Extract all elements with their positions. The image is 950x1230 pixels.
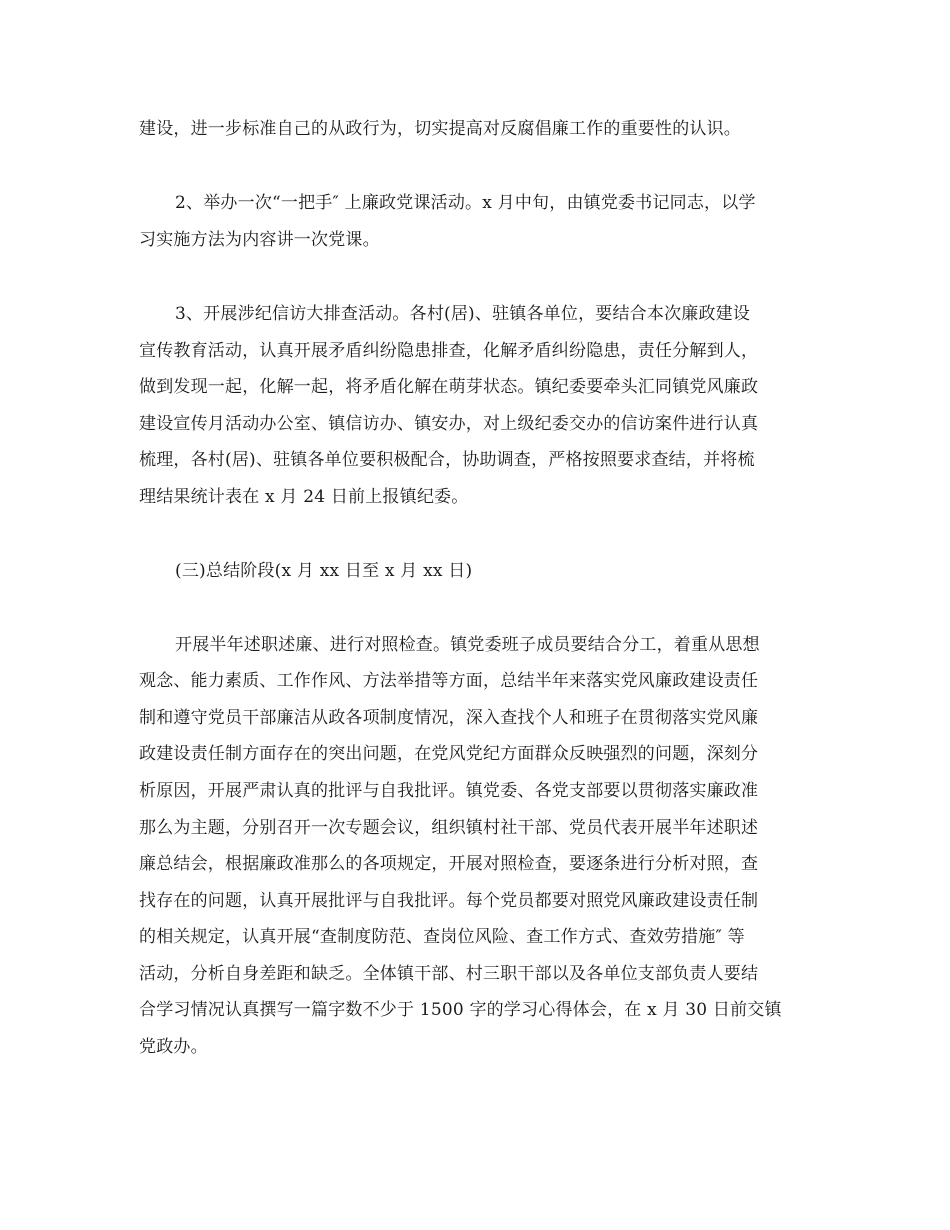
text-line: 那么为主题，分别召开一次专题会议，组织镇村社干部、党员代表开展半年述职述 bbox=[139, 818, 759, 838]
text-line: 宣传教育活动，认真开展矛盾纠纷隐患排查，化解矛盾纠纷隐患，责任分解到人， bbox=[139, 341, 759, 361]
text-line: 理结果统计表在 x 月 24 日前上报镇纪委。 bbox=[139, 487, 469, 507]
text-line: 建设宣传月活动办公室、镇信访办、镇安办，对上级纪委交办的信访案件进行认真 bbox=[139, 414, 759, 434]
text-line: 析原因，开展严肃认真的批评与自我批评。镇党委、各党支部要以贯彻落实廉政准 bbox=[139, 781, 759, 801]
text-line: 政建设责任制方面存在的突出问题，在党风党纪方面群众反映强烈的问题，深刻分 bbox=[139, 744, 759, 764]
text-line: 找存在的问题，认真开展批评与自我批评。每个党员都要对照党风廉政建设责任制 bbox=[139, 891, 759, 911]
text-line: 3、开展涉纪信访大排查活动。各村(居)、驻镇各单位，要结合本次廉政建设 bbox=[175, 304, 751, 324]
text-line: 的相关规定，认真开展“查制度防范、查岗位风险、查工作方式、查效劳措施″ 等 bbox=[139, 927, 745, 947]
text-line: 建设，进一步标准自己的从政行为，切实提高对反腐倡廉工作的重要性的认识。 bbox=[139, 119, 741, 139]
text-line: 活动，分析自身差距和缺乏。全体镇干部、村三职干部以及各单位支部负责人要结 bbox=[139, 964, 759, 984]
text-line: 党政办。 bbox=[139, 1037, 208, 1057]
text-line: 合学习情况认真撰写一篇字数不少于 1500 字的学习心得体会，在 x 月 30 日前交镇 bbox=[139, 1000, 782, 1020]
text-line: 习实施方法为内容讲一次党课。 bbox=[139, 230, 380, 250]
text-line: 2、举办一次“一把手″ 上廉政党课活动。x 月中旬，由镇党委书记同志，以学 bbox=[175, 193, 756, 213]
text-line: 开展半年述职述廉、进行对照检查。镇党委班子成员要结合分工，着重从思想 bbox=[175, 635, 760, 655]
section-heading: (三)总结阶段(x 月 xx 日至 x 月 xx 日) bbox=[175, 561, 473, 581]
text-line: 廉总结会，根据廉政准那么的各项规定，开展对照检查，要逐条进行分析对照，查 bbox=[139, 854, 759, 874]
text-line: 制和遵守党员干部廉洁从政各项制度情况，深入查找个人和班子在贯彻落实党风廉 bbox=[139, 708, 759, 728]
text-line: 梳理，各村(居)、驻镇各单位要积极配合，协助调查，严格按照要求查结，并将梳 bbox=[139, 450, 755, 470]
text-line: 观念、能力素质、工作作风、方法举措等方面，总结半年来落实党风廉政建设责任 bbox=[139, 671, 759, 691]
text-line: 做到发现一起，化解一起，将矛盾化解在萌芽状态。镇纪委要牵头汇同镇党风廉政 bbox=[139, 377, 759, 397]
